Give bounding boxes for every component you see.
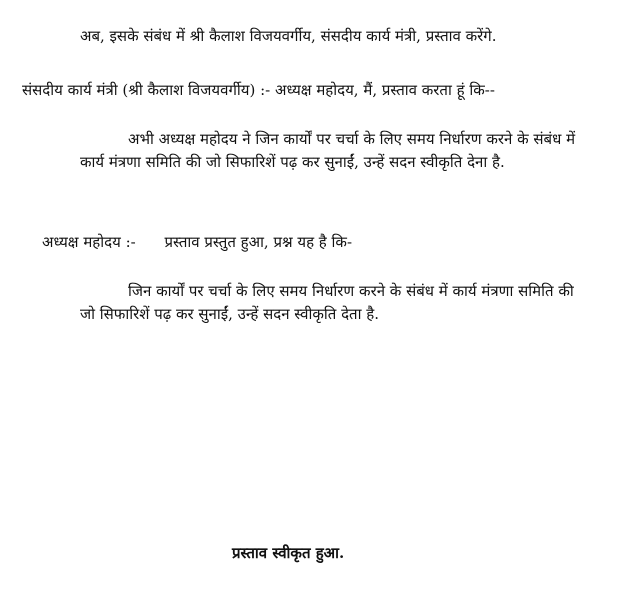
minister-motion-text: अध्यक्ष महोदय, मैं, प्रस्ताव करता हूं कि-- xyxy=(275,81,495,99)
speaker-text: प्रस्ताव प्रस्तुत हुआ, प्रश्न यह है कि- xyxy=(164,233,353,251)
minister-motion-line xyxy=(22,80,495,100)
minister-paragraph: अभी अध्यक्ष महोदय ने जिन कार्यों पर चर्चा के लिए समय निर्धारण करने के संबंध में कार्य मंत्रणा समिति की जो सिफारिशें पढ़ कर सुनाईं, उन्हें सदन स्वीकृति देना है. xyxy=(80,130,576,171)
announcement-line: अब, इसके संबंध में श्री कैलाश विजयवर्गीय, संसदीय कार्य मंत्री, प्रस्ताव करेंगे. xyxy=(80,27,497,45)
speaker-label: अध्यक्ष महोदय :- xyxy=(42,233,136,251)
result-line: प्रस्ताव स्वीकृत हुआ. xyxy=(232,544,345,562)
speaker-line xyxy=(42,232,352,252)
speaker-paragraph: जिन कार्यों पर चर्चा के लिए समय निर्धारण करने के संबंध में कार्य मंत्रणा समिति की जो सिफारिशें पढ़ कर सुनाईं, उन्हें सदन स्वीकृति देता है. xyxy=(80,282,574,323)
minister-speaker-label: संसदीय कार्य मंत्री (श्री कैलाश विजयवर्गीय) :- xyxy=(22,81,271,99)
